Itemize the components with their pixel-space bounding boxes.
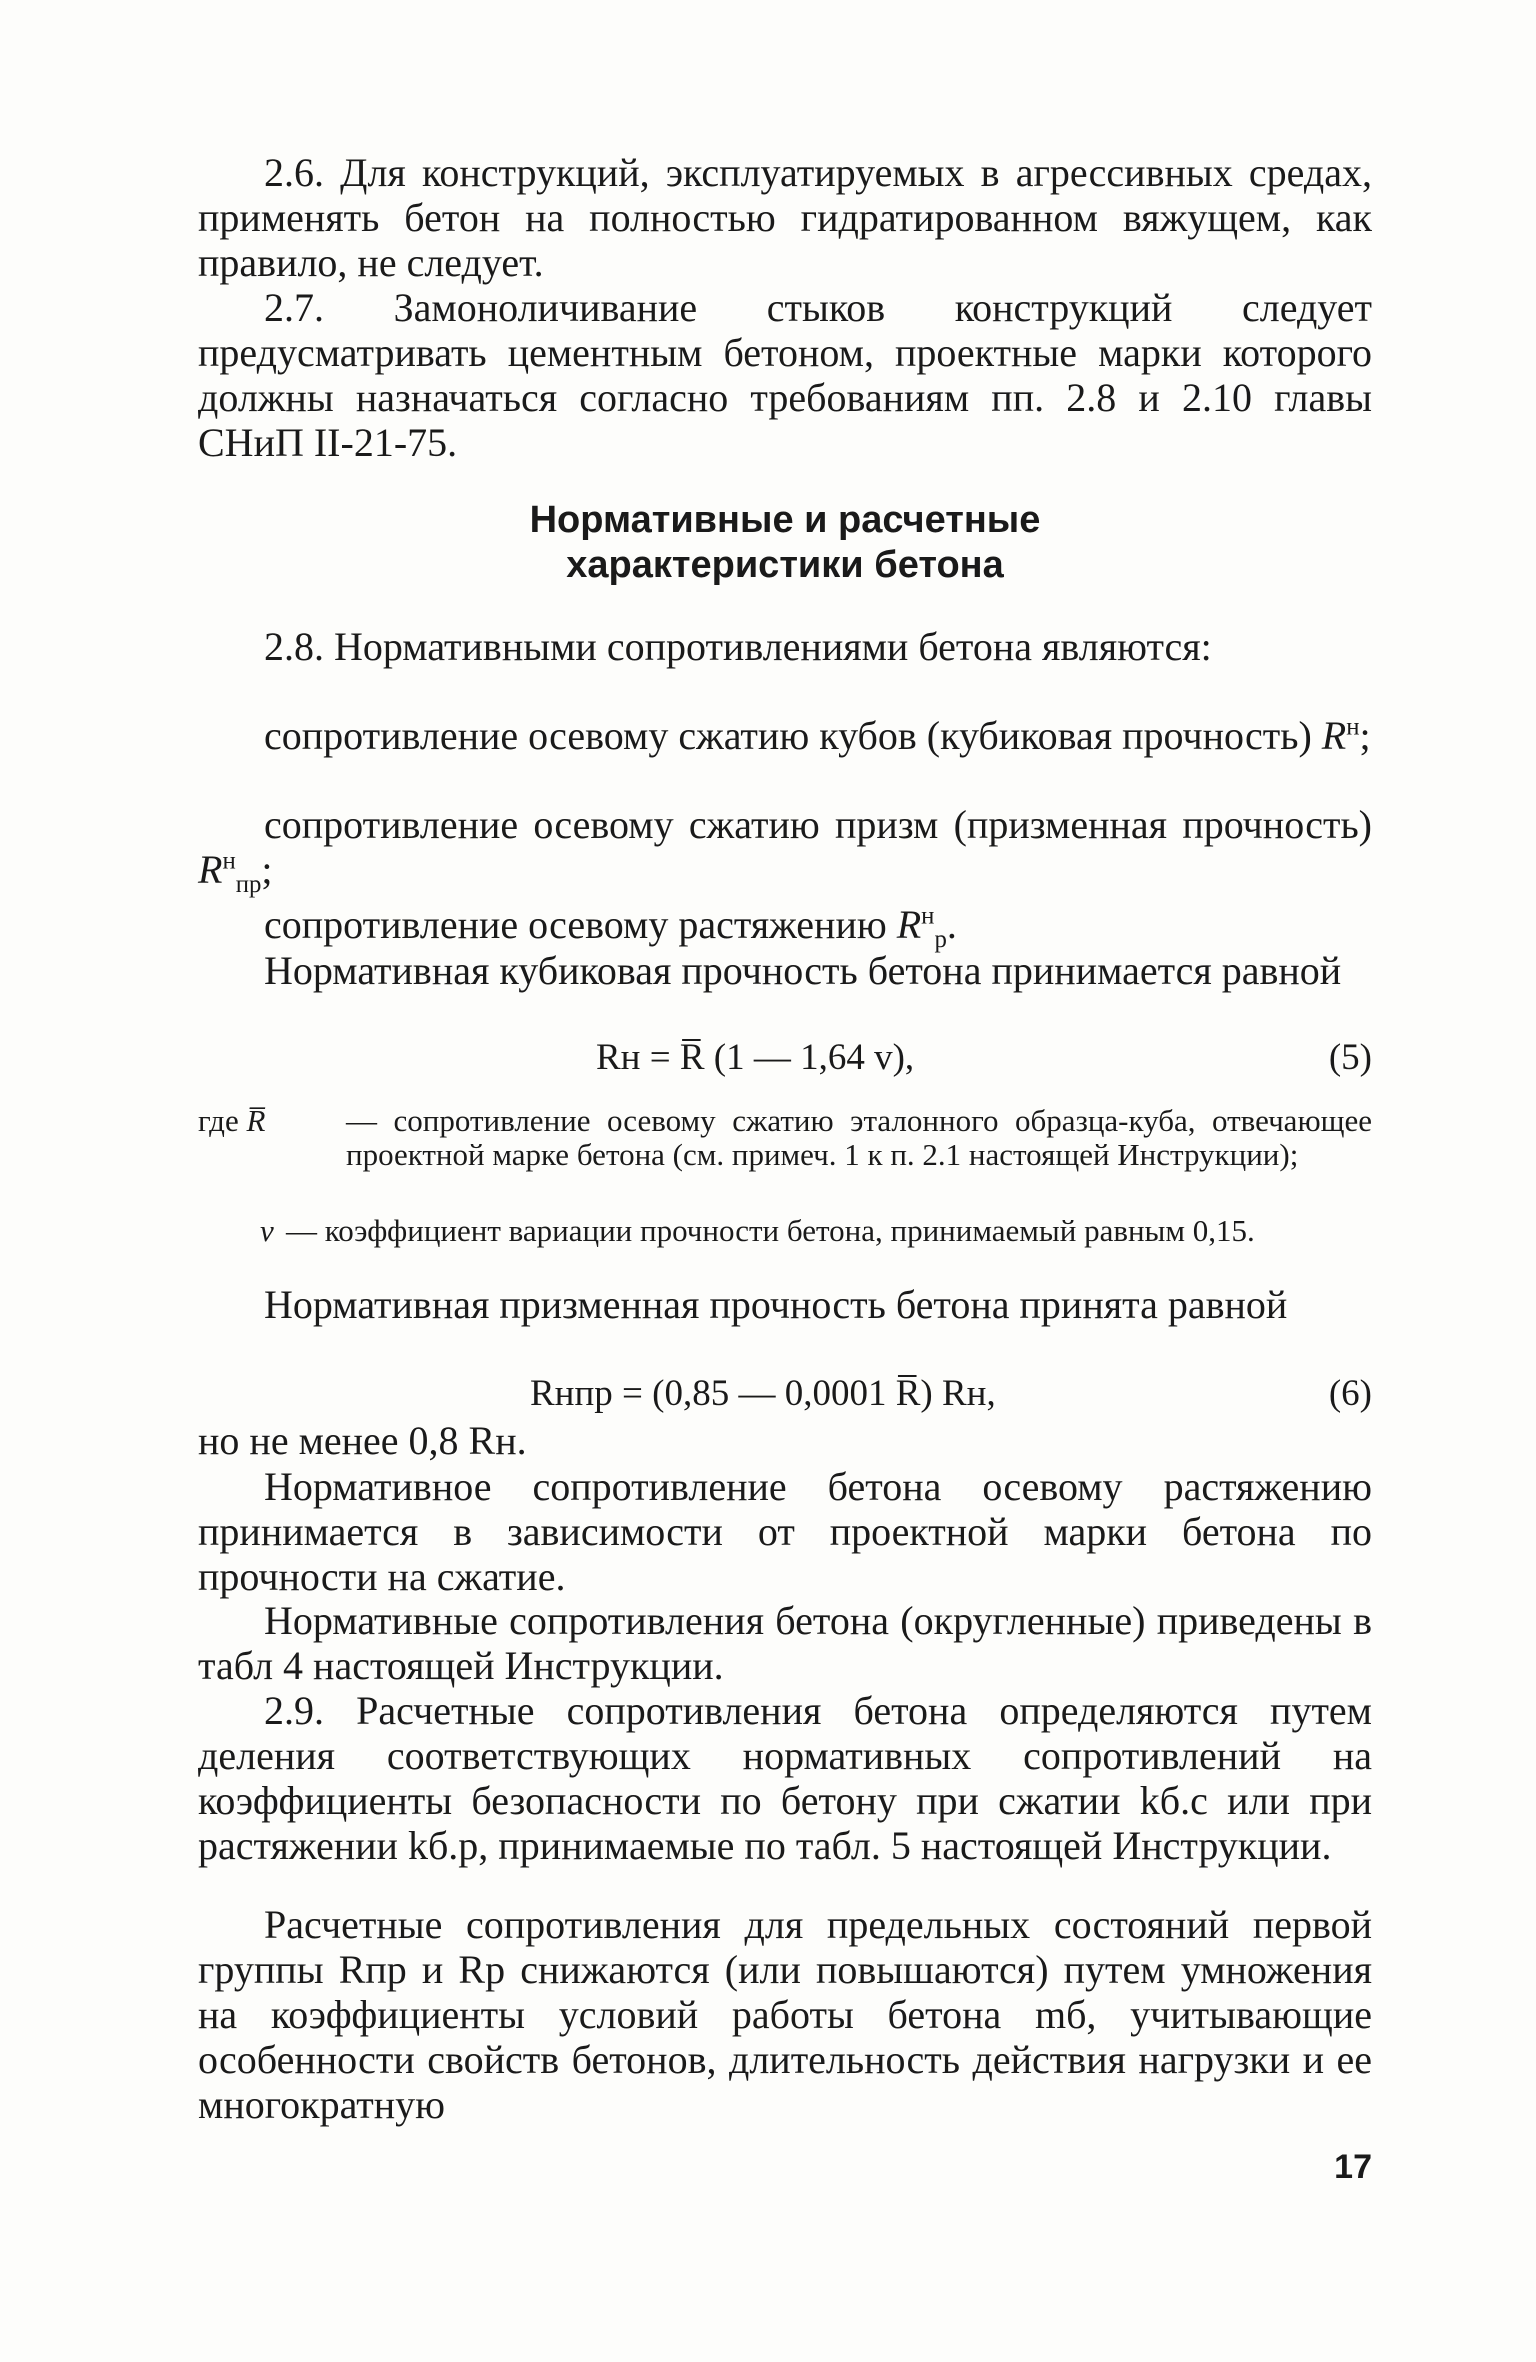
paragraph-2-9: 2.9. Расчетные сопротивления бетона определяются путем деления соответствующих нормативных сопротивлений на коэффициенты безопасности по бетону при сжатии kб.с или при растяжении kб.р, принимаемые по табл. 5 настоящей Инструкции. xyxy=(198,1688,1372,1868)
not-less-line: но не менее 0,8 Rн. xyxy=(198,1418,527,1463)
note-lead: где R̅ xyxy=(198,1103,266,1138)
note-r-symbol: R̅ xyxy=(246,1103,266,1138)
heading-line-1: Нормативные и расчетные xyxy=(529,499,1041,541)
paragraph-2-6: 2.6. Для конструкций, эксплуатируемых в агрессивных средах, применять бетон на полностью гидратированном вяжущем, как правило, не следует. xyxy=(198,150,1372,285)
resistance-item-cube: сопротивление осевому сжатию кубов (кубиковая прочность) $R^н$; xyxy=(264,713,1371,758)
resistance-item-tension-text: сопротивление осевому растяжению xyxy=(264,902,887,947)
formula-6: Rнпр = (0,85 — 0,0001 R̅) Rн, xyxy=(530,1373,996,1414)
note-v-symbol-wrap xyxy=(260,1214,274,1248)
page-number: 17 xyxy=(1334,2148,1372,2186)
note-v-symbol: v xyxy=(260,1213,274,1248)
section-heading xyxy=(198,498,1372,588)
formula-5-number: (5) xyxy=(1328,1037,1372,1078)
resistance-item-tension: сопротивление осевому растяжению $R^н_р$. xyxy=(264,902,957,953)
paragraph-2-8-intro: 2.8. Нормативными сопротивлениями бетона являются: xyxy=(264,624,1212,669)
note-r-definition xyxy=(198,1104,1372,1172)
note-v-definition xyxy=(198,1214,1372,1248)
resistance-item-prism: сопротивление осевому сжатию призм (призменная прочность) $R^н_{пр}$; xyxy=(198,802,1372,898)
cube-strength-intro: Нормативная кубиковая прочность бетона принимается равной xyxy=(264,948,1342,993)
formula-5: Rн = R̅ (1 — 1,64 v), xyxy=(596,1037,915,1078)
note-v-text: — коэффициент вариации прочности бетона, принимаемый равным 0,15. xyxy=(286,1213,1255,1248)
resistance-item-prism-text: сопротивление осевому сжатию призм (призменная прочность) xyxy=(264,802,1372,847)
resistance-item-cube-text: сопротивление осевому сжатию кубов (кубиковая прочность) xyxy=(264,713,1312,758)
prism-strength-intro: Нормативная призменная прочность бетона принята равной xyxy=(264,1282,1288,1327)
heading-line-2: характеристики бетона xyxy=(566,544,1004,586)
tension-paragraph: Нормативное сопротивление бетона осевому растяжению принимается в зависимости от проектной марки бетона по прочности на сжатие. xyxy=(198,1464,1372,1599)
table-reference-paragraph: Нормативные сопротивления бетона (округленные) приведены в табл 4 настоящей Инструкции. xyxy=(198,1598,1372,1688)
paragraph-2-7: 2.7. Замоноличивание стыков конструкций следует предусматривать цементным бетоном, проектные марки которого должны назначаться согласно требованиям пп. 2.8 и 2.10 главы СНиП II-21-75. xyxy=(198,285,1372,465)
formula-6-number: (6) xyxy=(1328,1373,1372,1414)
note-r-text: — сопротивление осевому сжатию эталонного образца-куба, отвечающее проектной марке бетона (см. примеч. 1 к п. 2.1 настоящей Инструкции); xyxy=(346,1103,1372,1172)
design-resistance-paragraph: Расчетные сопротивления для предельных состояний первой группы Rпр и Rр снижаются (или повышаются) путем умножения на коэффициенты условий работы бетона mб, учитывающие особенности свойств бетонов, длительность действия нагрузки и ее многократную xyxy=(198,1902,1372,2127)
